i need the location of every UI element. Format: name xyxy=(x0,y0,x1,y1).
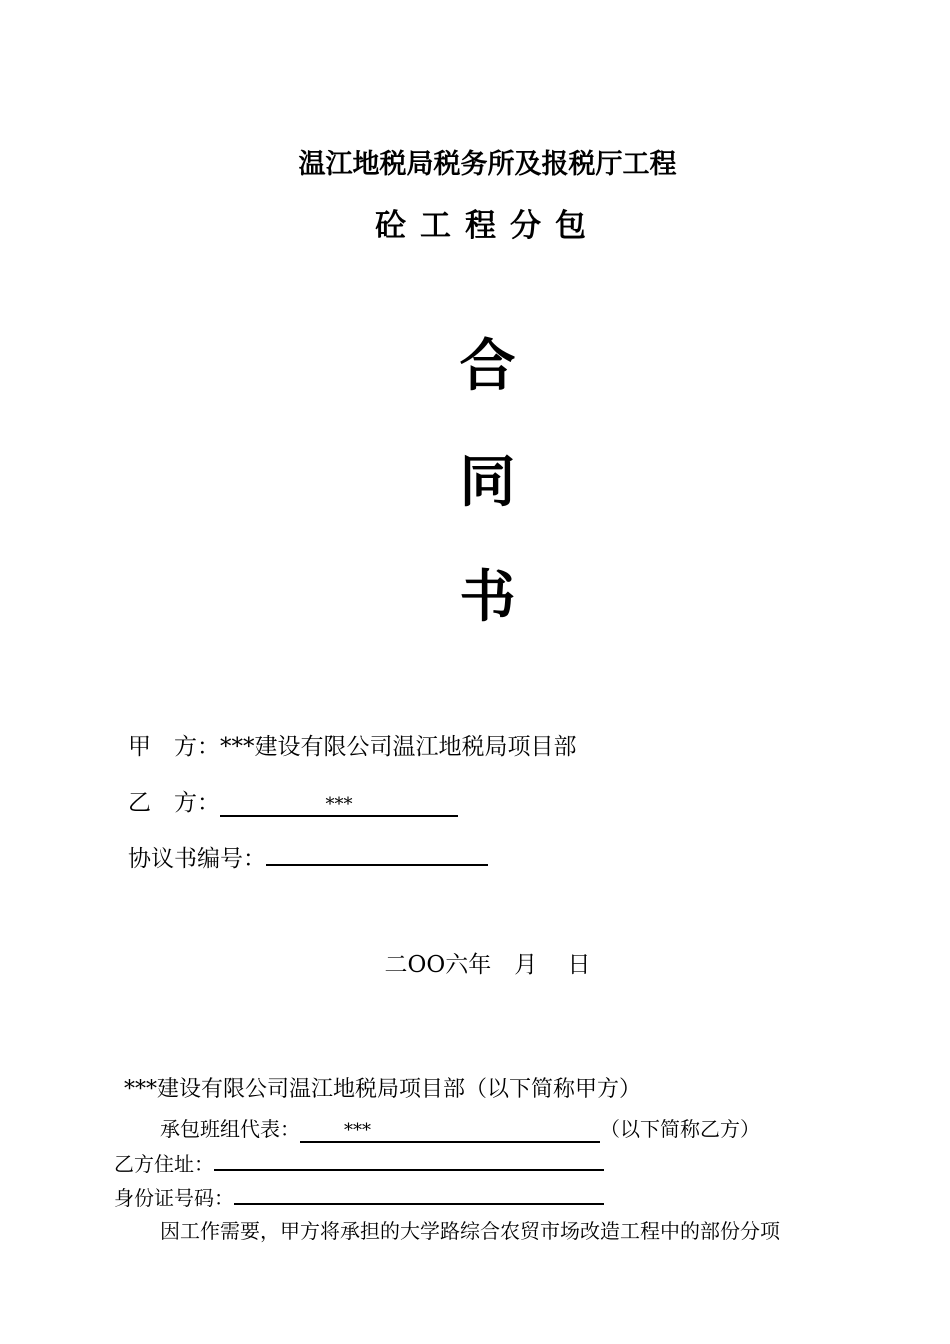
id-number-row xyxy=(114,1182,604,1211)
cover-date: 二OO六年 月 日 xyxy=(384,952,591,978)
id-number-label: 身份证号码： xyxy=(114,1186,234,1210)
id-number-blank xyxy=(234,1185,604,1205)
party-a-full-name: ***建设有限公司温江地税局项目部（以下简称甲方） xyxy=(124,1077,642,1102)
representative-name: *** xyxy=(344,1120,371,1141)
address-label: 乙方住址： xyxy=(114,1152,214,1176)
party-a-label: 甲 方： xyxy=(128,734,220,760)
address-blank xyxy=(214,1151,604,1171)
representative-label: 承包班组代表： xyxy=(160,1117,300,1141)
party-a-row xyxy=(128,728,577,761)
agreement-number-label: 协议书编号： xyxy=(128,846,266,872)
representative-value xyxy=(300,1120,600,1143)
agreement-number-value xyxy=(266,842,488,866)
party-b-row xyxy=(128,784,458,817)
document-title-line1: 温江地税局税务所及报税厅工程 xyxy=(298,149,677,180)
representative-row xyxy=(160,1113,760,1143)
title-char-2: 同 xyxy=(459,449,516,515)
title-char-3: 书 xyxy=(459,564,516,630)
party-a-value: ***建设有限公司温江地税局项目部 xyxy=(220,734,577,760)
party-b-label: 乙 方： xyxy=(128,790,220,816)
title-char-1: 合 xyxy=(459,333,516,399)
address-row xyxy=(114,1148,604,1177)
representative-suffix: （以下简称乙方） xyxy=(600,1117,760,1141)
document-title-line2: 砼工程分包 xyxy=(375,208,600,244)
party-b-value: *** xyxy=(220,794,458,817)
agreement-number-row xyxy=(128,840,488,873)
intro-paragraph: 因工作需要，甲方将承担的大学路综合农贸市场改造工程中的部份分项 xyxy=(160,1219,780,1243)
